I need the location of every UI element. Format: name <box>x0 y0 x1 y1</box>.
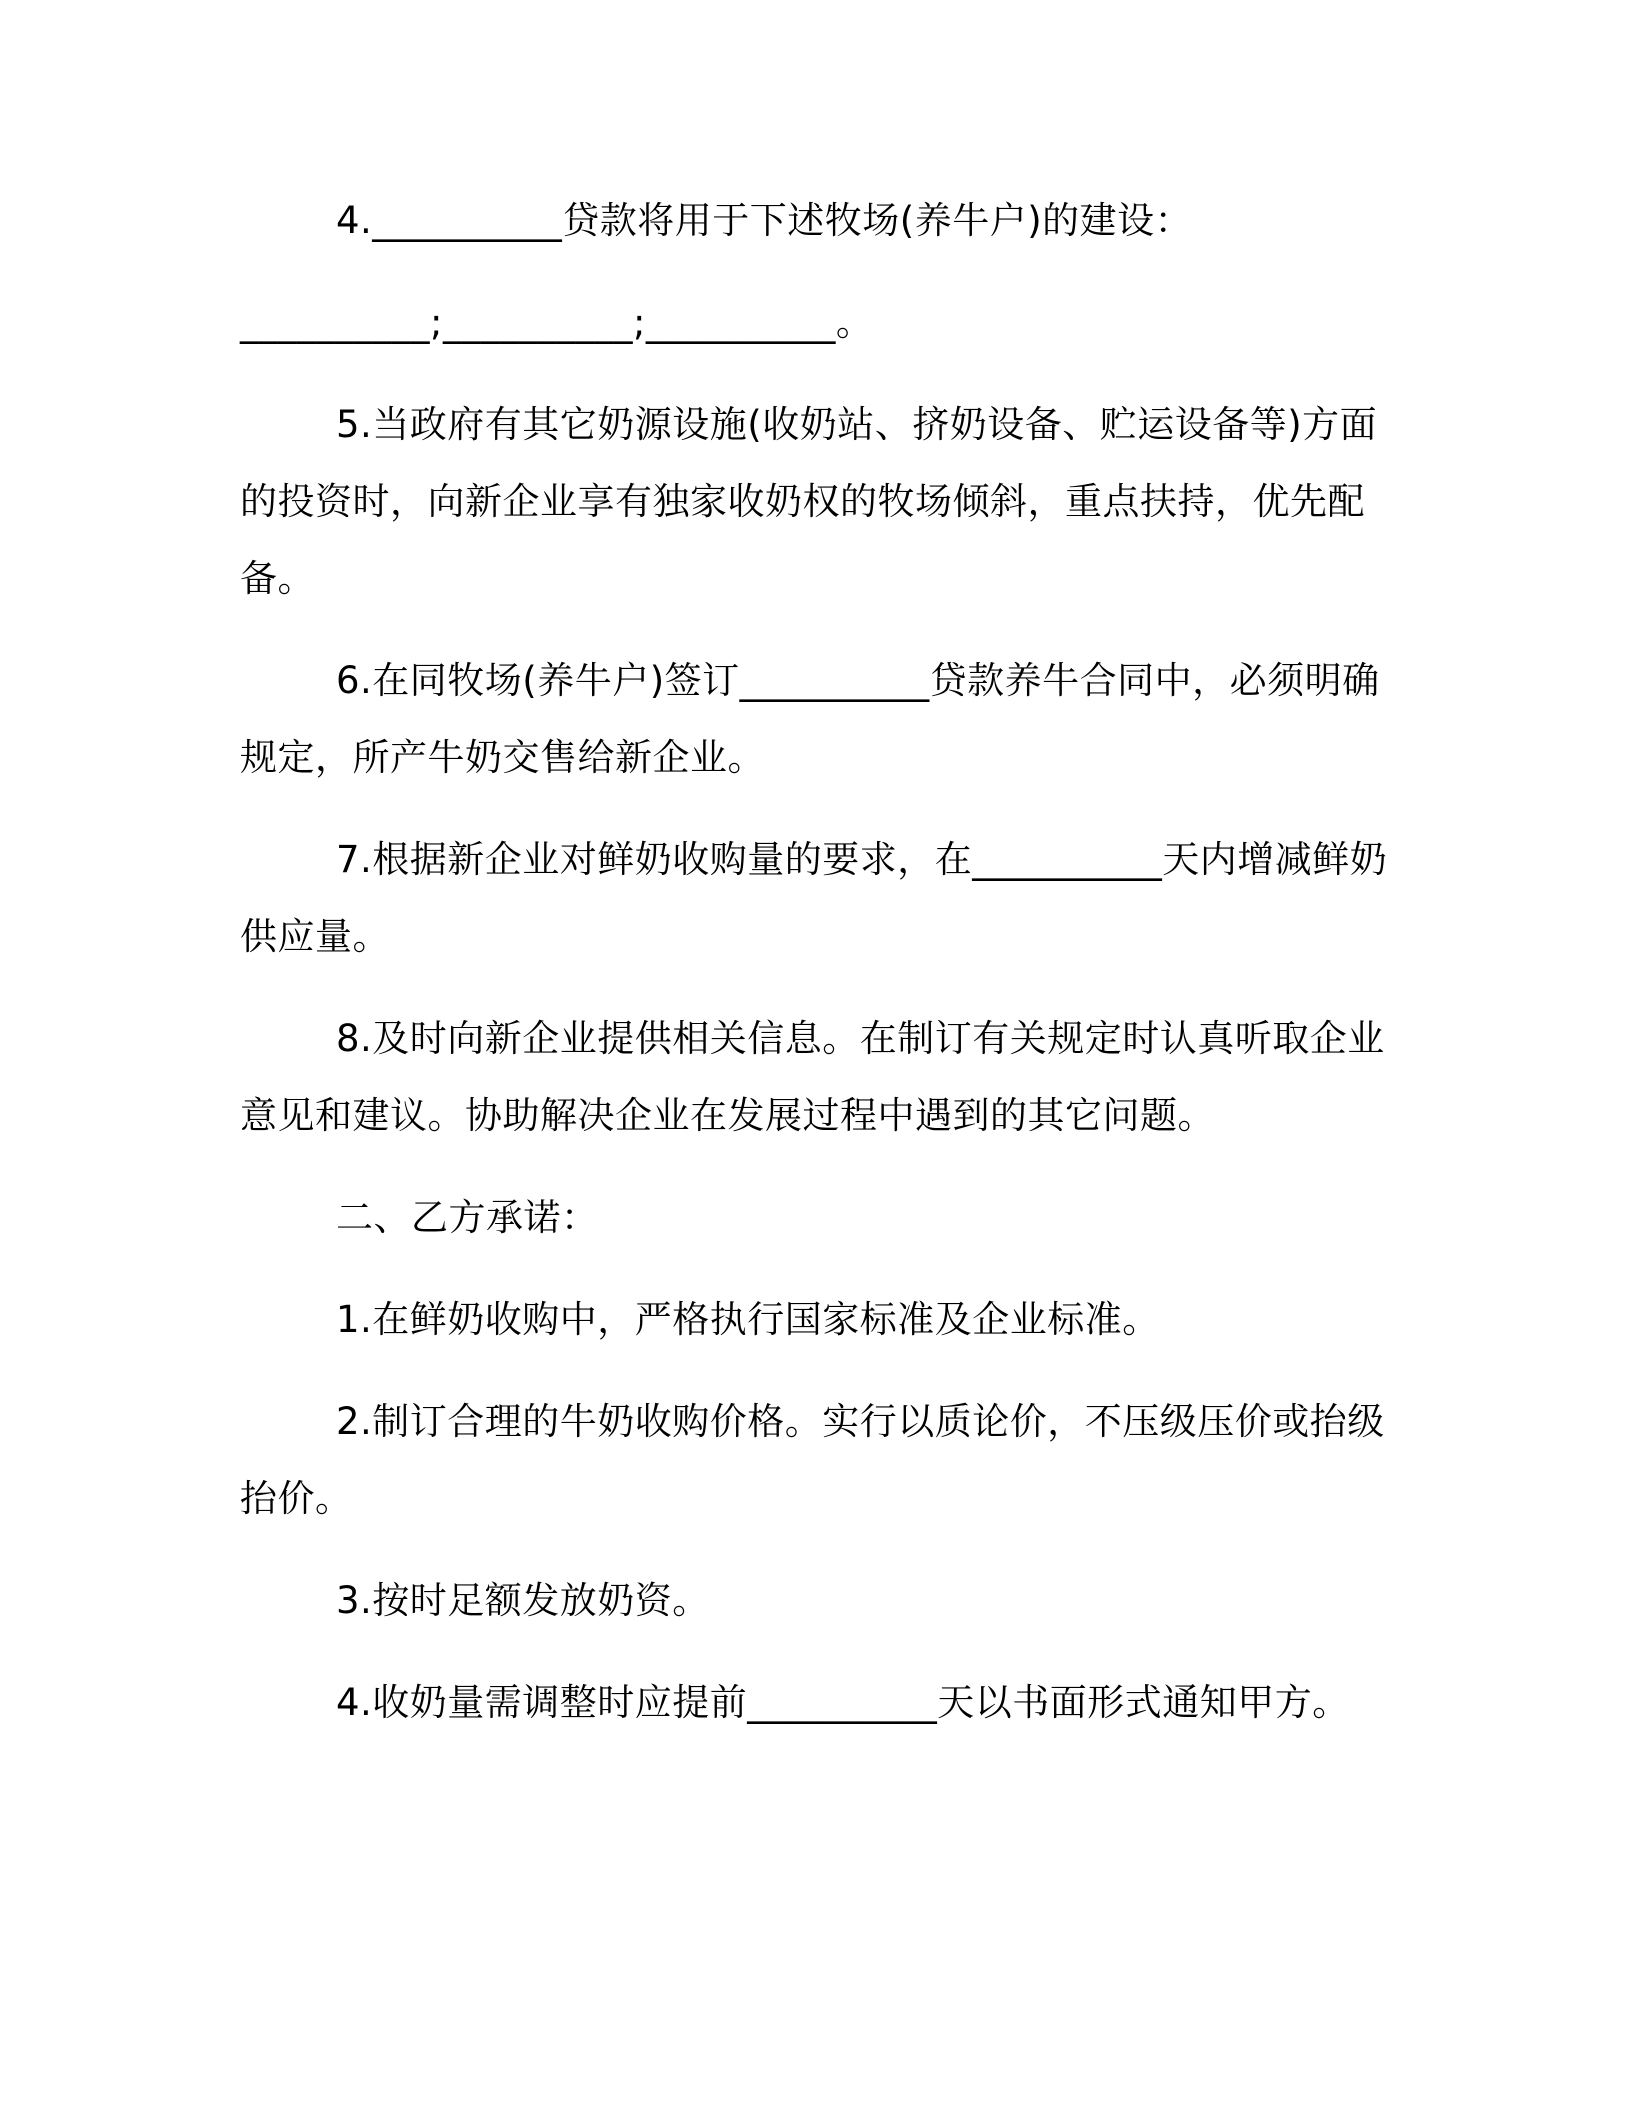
paragraph-clause-8-information: 8.及时向新企业提供相关信息。在制订有关规定时认真听取企业意见和建议。协助解决企业在发展过程中遇到的其它问题。 <box>240 1017 1385 1137</box>
paragraph-clause-5-government-investment: 5.当政府有其它奶源设施(收奶站、挤奶设备、贮运设备等)方面的投资时，向新企业享有独家收奶权的牧场倾斜，重点扶持，优先配备。 <box>240 403 1378 600</box>
document-body <box>240 182 1390 1766</box>
paragraph-blank-list: __________;__________;__________。 <box>240 301 874 344</box>
section-heading-party-b: 二、乙方承诺： <box>336 1196 599 1239</box>
paragraph-clause-6-contract: 6.在同牧场(养牛户)签订__________贷款养牛合同中，必须明确规定，所产牛奶交售给新企业。 <box>240 659 1380 779</box>
paragraph-b-clause-1-standards: 1.在鲜奶收购中，严格执行国家标准及企业标准。 <box>336 1298 1160 1341</box>
paragraph-clause-7-supply-adjust: 7.根据新企业对鲜奶收购量的要求，在__________天内增减鲜奶供应量。 <box>240 838 1388 958</box>
paragraph-b-clause-3-payment: 3.按时足额发放奶资。 <box>336 1579 710 1622</box>
paragraph-clause-4-loan-use: 4.__________贷款将用于下述牧场(养牛户)的建设： <box>336 199 1193 242</box>
paragraph-b-clause-4-notice: 4.收奶量需调整时应提前__________天以书面形式通知甲方。 <box>336 1681 1350 1724</box>
paragraph-b-clause-2-pricing: 2.制订合理的牛奶收购价格。实行以质论价，不压级压价或抬级抬价。 <box>240 1400 1385 1520</box>
